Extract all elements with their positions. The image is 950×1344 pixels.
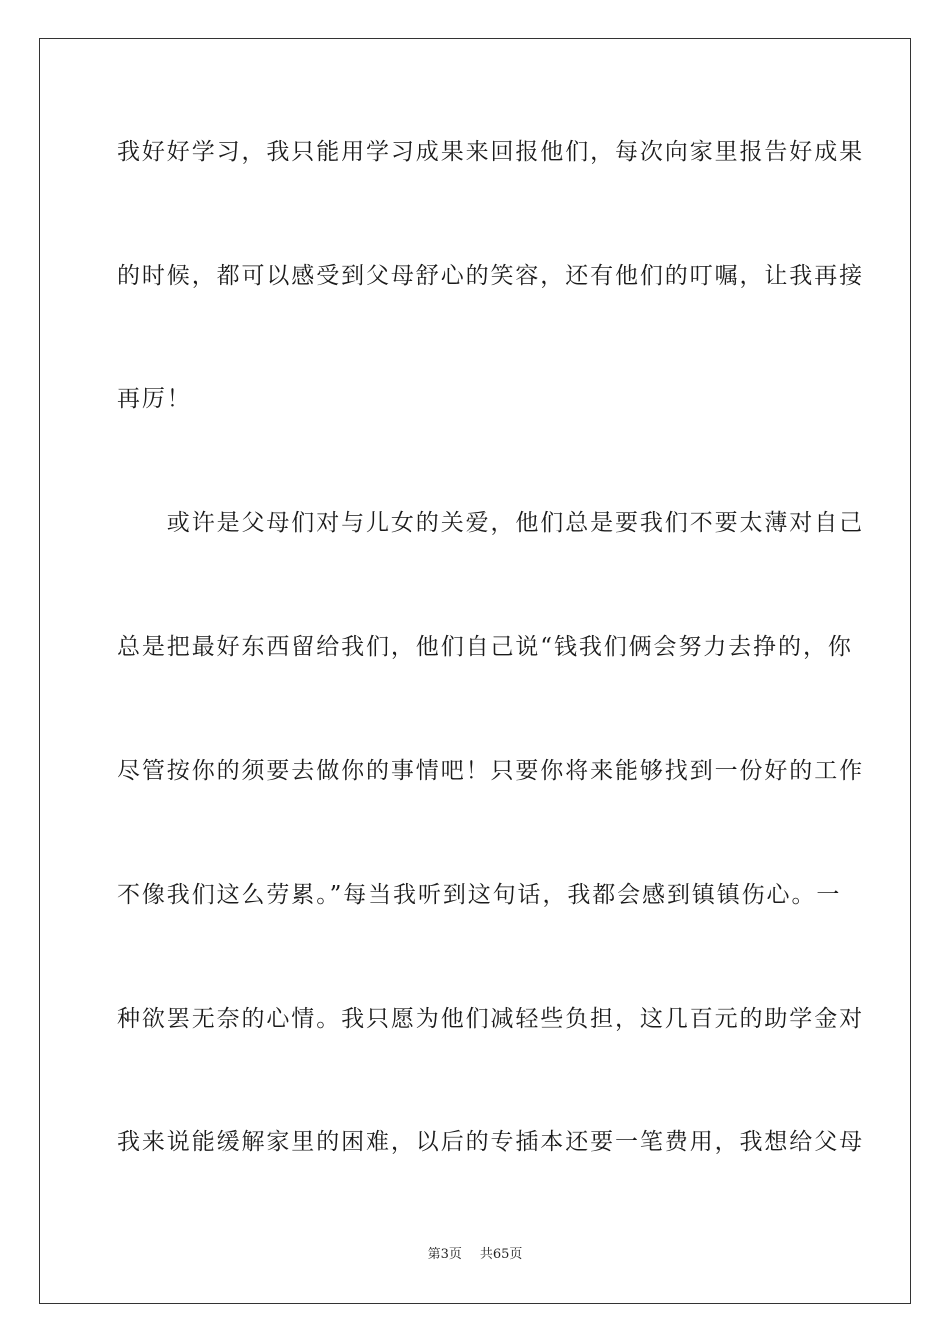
- page-footer: [0, 1246, 950, 1264]
- text-line: 的时候，都可以感受到父母舒心的笑容，还有他们的叮嘱，让我再接: [117, 263, 864, 289]
- text-line: 或许是父母们对与儿女的关爱，他们总是要我们不要太薄对自己: [117, 510, 864, 536]
- page-border: [39, 38, 911, 1304]
- text-line: 再厉！: [117, 386, 192, 412]
- text-line: 不像我们这么劳累。”每当我听到这句话，我都会感到镇镇伤心。一: [117, 882, 842, 908]
- text-line: 尽管按你的须要去做你的事情吧！只要你将来能够找到一份好的工作: [117, 758, 864, 784]
- text-line: 种欲罢无奈的心情。我只愿为他们减轻些负担，这几百元的助学金对: [117, 1006, 864, 1032]
- text-line: 总是把最好东西留给我们，他们自己说“钱我们俩会努力去挣的，你: [117, 634, 853, 660]
- text-line: 我好好学习，我只能用学习成果来回报他们，每次向家里报告好成果: [117, 139, 864, 165]
- page-number: 第3页: [427, 1247, 462, 1262]
- page-total: 共65页: [479, 1247, 523, 1262]
- text-line: 我来说能缓解家里的困难，以后的专插本还要一笔费用，我想给父母: [117, 1129, 864, 1155]
